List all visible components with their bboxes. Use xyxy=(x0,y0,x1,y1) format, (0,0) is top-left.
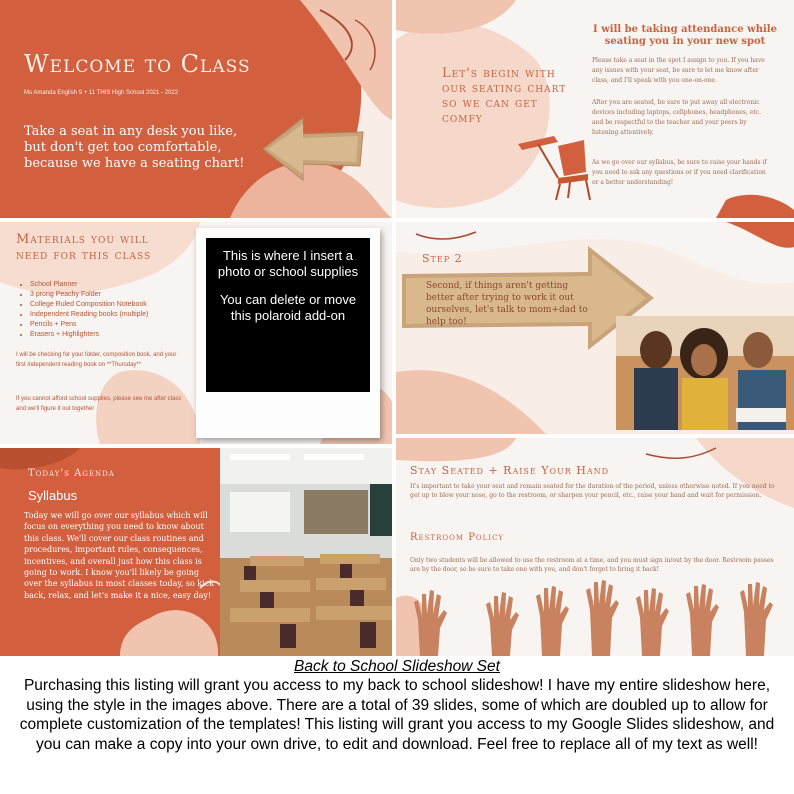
classroom-photo-icon xyxy=(220,448,392,656)
group-photo-icon xyxy=(616,316,794,430)
desk-chair-icon xyxy=(514,132,594,202)
seating-para-2: After you are seated, be sure to put away all electronic devices including laptops, cellphones, headphones, etc. and be respectful to the teacher and your peers by listening attentively. xyxy=(592,99,762,136)
agenda-subtitle: Syllabus xyxy=(28,488,78,503)
footer-title: Back to School Slideshow Set xyxy=(294,658,500,675)
rules-title-2: Restroom Policy xyxy=(410,532,505,543)
seating-subheading: I will be taking attendance while seating you in your new spot xyxy=(593,24,777,47)
slide-seating xyxy=(396,0,794,218)
step2-body: Second, if things aren't getting better after trying to work it out ourselves, let's talk to mom+dad to help too! xyxy=(426,281,588,327)
rules-body-1: It's important to take your seat and remain seated for the duration of the period, unless otherwise noted. If you need to get up to blow your nose, go to the restroom, or sharpen your pencil, etc., raise your hand and wait for permission. xyxy=(410,483,775,499)
slide-welcome-background xyxy=(0,0,392,218)
polaroid-text-1: This is where I insert a photo or school supplies xyxy=(217,248,359,279)
footer-description: Purchasing this listing will grant you access to my back to school slideshow! I have my entire slideshow here, using the style in the images above. There are a total of 39 slides, some of which are doubled up to allow for complete customization of the templates! This listing will grant you access to my Google Slides slideshow, and you can make a copy into your own drive, to edit and download. Feel free to replace all of my text as well! xyxy=(19,677,775,753)
materials-note-1: I will be checking for your folder, composition book, and your first independent reading book on **Thursday** xyxy=(16,352,177,368)
slide-step2 xyxy=(396,222,794,434)
raised-hands-icon xyxy=(406,580,784,656)
rules-title-1: Stay Seated + Raise Your Hand xyxy=(410,464,610,477)
welcome-title: Welcome to Class xyxy=(24,50,251,78)
seating-heading: Let's begin with our seating chart so we can get comfy xyxy=(442,66,567,126)
agenda-title: Today's Agenda xyxy=(28,468,115,479)
materials-list xyxy=(30,280,200,340)
arrow-left-icon xyxy=(258,114,368,184)
step2-title: Step 2 xyxy=(422,252,463,265)
seating-para-3: As we go over our syllabus, be sure to raise your hands if you need to ask any questions or if you need clarification or a better understanding! xyxy=(592,159,767,186)
list-item: • Pencils + Pens xyxy=(30,320,200,330)
slide-materials xyxy=(0,222,392,444)
polaroid-photo-area xyxy=(206,238,370,392)
slide-agenda xyxy=(0,448,392,656)
list-item: • School Planner xyxy=(30,280,200,290)
slide-welcome xyxy=(0,0,392,218)
materials-title: Materials you will need for this class xyxy=(16,232,152,263)
list-item: • 3 prong Peachy Folder xyxy=(30,290,200,300)
materials-note-2: If you cannot afford school supplies, please see me after class and we'll figure it out together xyxy=(16,396,182,412)
list-item: • Erasers + Highlighters xyxy=(30,330,200,340)
seating-para-1: Please take a seat in the spot I assign to you. If you have any issues with your seat, be sure to let me know after class, and I'll speak with you one-on-one. xyxy=(592,57,765,84)
welcome-subtitle: Ms Amanda English 9 + 11 THIS High School 2021 - 2022 xyxy=(24,90,179,96)
agenda-body: Today we will go over our syllabus which will focus on everything you need to know about this class. We'll cover our class routines and procedures, important rules, consequences, incentives, and overall just how this class is going to work. I know you'll likely be going over the syllabus in most classes today, so kick back, relax, and let's make it a nice, easy day! xyxy=(24,511,215,600)
footer xyxy=(0,658,794,794)
rules-body-2: Only two students will be allowed to use the restroom at a time, and you must sign in/out by the door. Restroom passes are by the door, so be sure to take one with you, and don't forget to bring it back! xyxy=(410,557,774,573)
polaroid-text-2: You can delete or move this polaroid add-on xyxy=(219,292,357,323)
welcome-body: Take a seat in any desk you like, but don't get too comfortable, because we have a seating chart! xyxy=(24,124,245,171)
polaroid-frame[interactable] xyxy=(196,228,380,438)
slide-rules xyxy=(396,438,794,656)
list-item: • Independent Reading books (multiple) xyxy=(30,310,200,320)
list-item: • College Ruled Composition Notebook xyxy=(30,300,200,310)
